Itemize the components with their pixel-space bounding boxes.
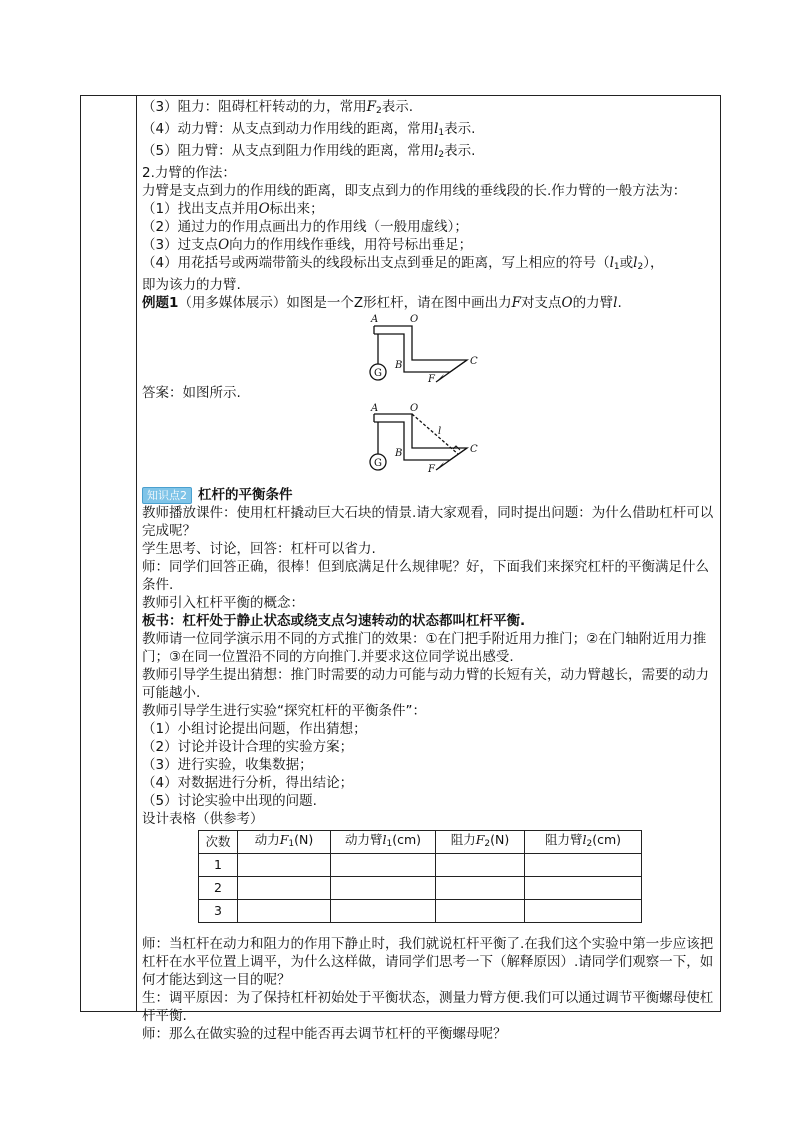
para-4: 教师引入杠杆平衡的概念：	[142, 595, 304, 611]
knowledge-tag: 知识点2	[142, 487, 192, 504]
table-row: 2	[199, 877, 642, 900]
label-C: C	[470, 356, 478, 367]
step-2: （2）讨论并设计合理的实验方案；	[142, 739, 354, 755]
z-lever-answer-figure	[142, 402, 716, 480]
label-A: A	[371, 314, 379, 325]
column-divider	[136, 95, 137, 1012]
svg-text:F: F	[428, 464, 435, 475]
step-1: （1）小组讨论提出问题，作出猜想；	[142, 721, 367, 737]
label-l: l	[438, 426, 442, 437]
svg-text:C: C	[470, 444, 478, 455]
dialogue-3: 师：那么在做实验的过程中能否再去调节杠杆的平衡螺母呢？	[142, 1026, 507, 1042]
method-step-1: （1）找出支点并用O标出来；	[142, 201, 324, 217]
para-6: 教师请一位同学演示用不同的方式推门的效果：①在门把手附近用力推门；②在门轴附近用力推门；③在同一位置沿不同的方向推门.并要求这位同学说出感受.	[142, 631, 707, 665]
knowledge-point-2	[142, 486, 716, 504]
method-step-2: （2）通过力的作用点画出力的作用线（一般用虚线）；	[142, 219, 468, 235]
z-lever-figure	[142, 312, 716, 384]
label-O: O	[410, 314, 419, 325]
svg-text:A: A	[371, 403, 379, 414]
svg-text:O: O	[410, 403, 419, 414]
table-caption: 设计表格（供参考）	[142, 811, 264, 827]
line-effort-arm: （4）动力臂：从支点到动力作用线的距离，常用$l_1$表示.	[142, 121, 476, 138]
para-3: 师：同学们回答正确，很棒！但到底满足什么规律呢？好，下面我们来探究杠杆的平衡满足什么条件.	[142, 559, 709, 593]
method-step-3: （3）过支点O向力的作用线作垂线，用符号标出垂足；	[142, 237, 473, 253]
table-row: 3	[199, 900, 642, 923]
label-G: G	[374, 368, 382, 379]
svg-text:G: G	[374, 458, 382, 469]
svg-text:B: B	[395, 448, 403, 459]
line-resistance: （3）阻力：阻碍杠杆转动的力，常用$F_2$表示.	[142, 99, 413, 116]
dialogue-1: 师：当杠杆在动力和阻力的作用下静止时，我们就说杠杆平衡了.在我们这个实验中第一步应该把杠杆在水平位置上调平，为什么这样做，请同学们思考一下（解释原因）.请同学们观察一下，如何才能达到这一目的呢？	[142, 936, 714, 988]
table-header-row: 次数 动力$F_1(N)$ 动力臂$l_1(cm)$ 阻力$F_2(N)$ 阻力臂$l_2(cm)$	[199, 831, 642, 854]
para-5: 板书：杠杆处于静止状态或绕支点匀速转动的状态都叫杠杆平衡.	[142, 613, 526, 629]
para-8: 教师引导学生进行实验“探究杠杆的平衡条件”：	[142, 703, 426, 719]
z-lever	[374, 326, 467, 372]
label-F: F	[428, 374, 435, 384]
step-5: （5）讨论实验中出现的问题.	[142, 793, 317, 809]
label-B: B	[395, 360, 403, 371]
table-row: 1	[199, 854, 642, 877]
dialogue-2: 生：调平原因：为了保持杠杆初始处于平衡状态，测量力臂方便.我们可以通过调节平衡螺母使杠杆平衡.	[142, 990, 714, 1024]
method-heading: 2.力臂的作法：	[142, 165, 236, 181]
step-4: （4）对数据进行分析，得出结论；	[142, 775, 354, 791]
main-content	[142, 98, 716, 1043]
example-1: 例题1（用多媒体展示）如图是一个Z形杠杆，请在图中画出力F对支点O的力臂l.	[142, 295, 622, 311]
step-3: （3）进行实验，收集数据；	[142, 757, 313, 773]
experiment-table	[198, 830, 642, 923]
line-resistance-arm: （5）阻力臂：从支点到阻力作用线的距离，常用$l_2$表示.	[142, 143, 476, 160]
method-intro: 力臂是支点到力的作用线的距离，即支点到力的作用线的垂线段的长.作力臂的一般方法为：	[142, 183, 687, 199]
knowledge-title: 杠杆的平衡条件	[198, 487, 293, 503]
para-2: 学生思考、讨论，回答：杠杆可以省力.	[142, 541, 376, 557]
answer: 答案：如图所示.	[142, 385, 241, 401]
para-7: 教师引导学生提出猜想：推门时需要的动力可能与动力臂的长短有关，动力臂越长，需要的动力可能越小.	[142, 667, 709, 701]
para-1: 教师播放课件：使用杠杆撬动巨大石块的情景.请大家观看，同时提出问题：为什么借助杠杆可以完成呢？	[142, 505, 714, 539]
method-step-4-cont: 即为该力的力臂.	[142, 277, 241, 293]
method-step-4: （4）用花括号或两端带箭头的线段标出支点到垂足的距离，写上相应的符号（$l_1$或$l_2$），	[142, 255, 664, 272]
